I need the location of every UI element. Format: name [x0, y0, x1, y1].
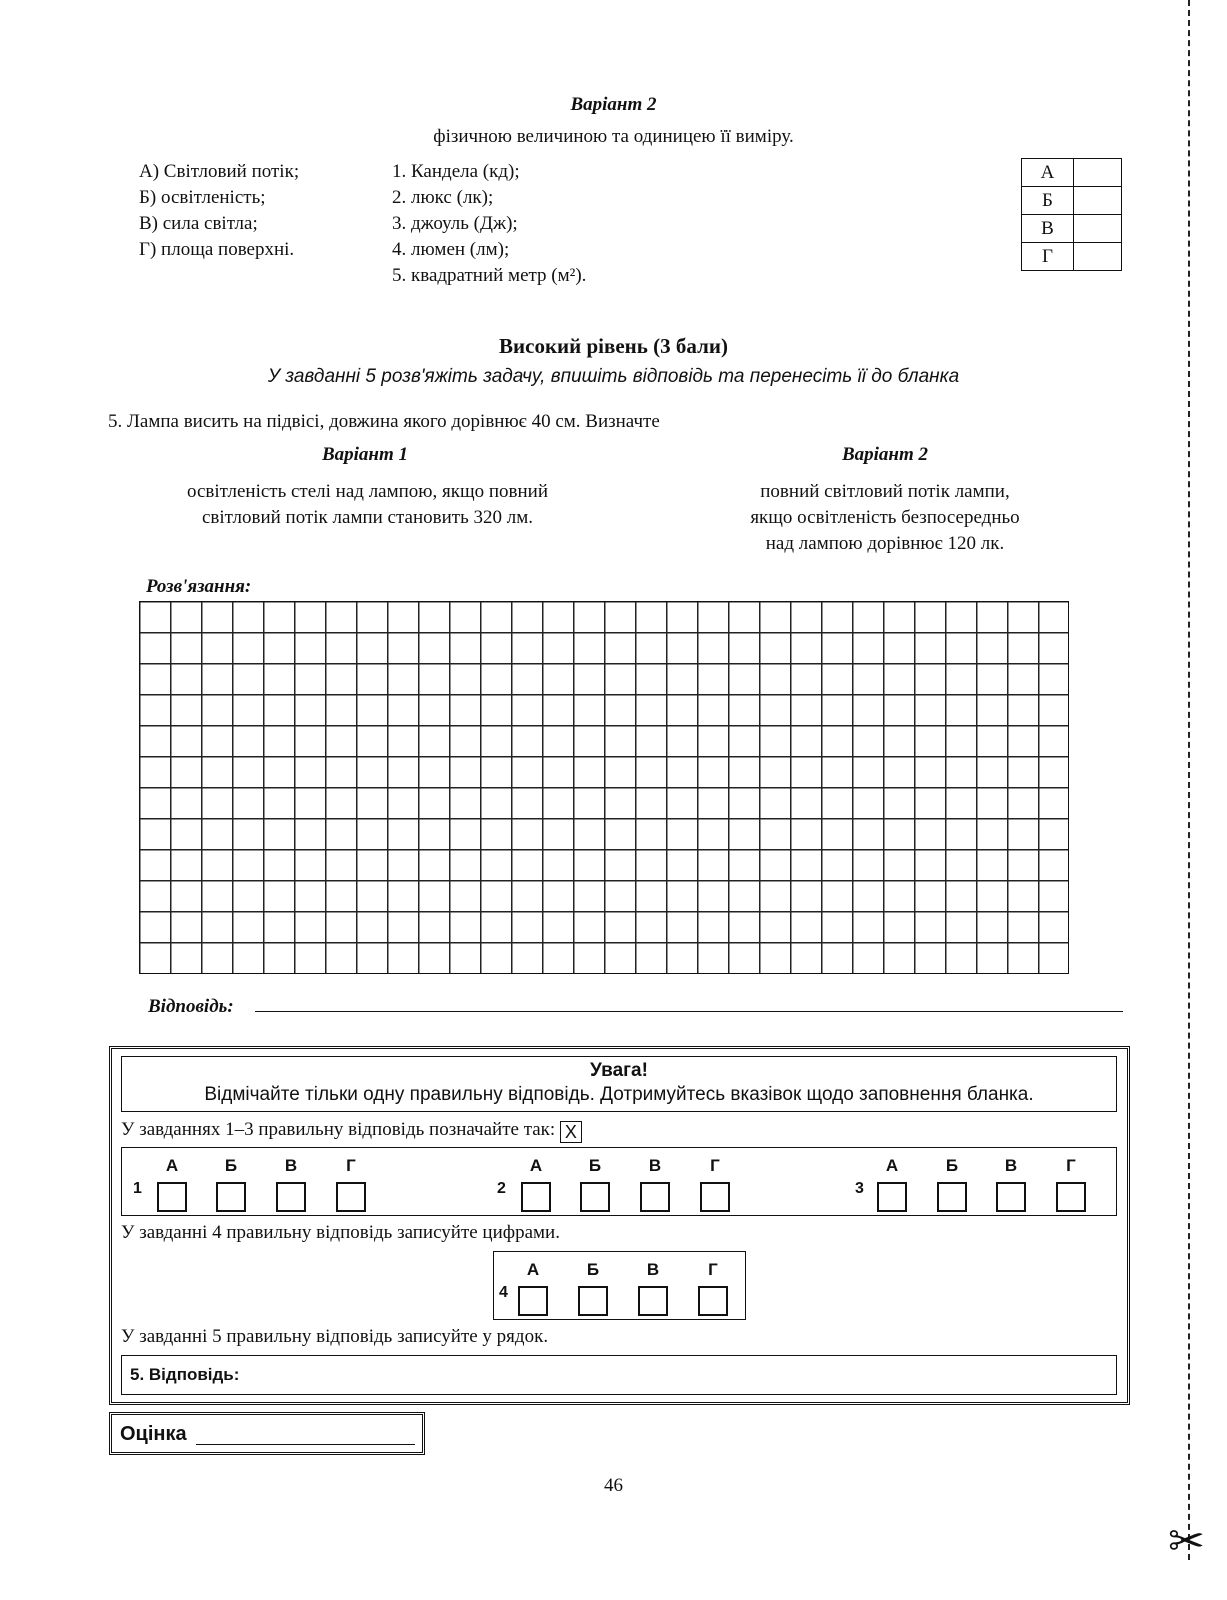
- scissors-icon: ✂: [1168, 1516, 1205, 1567]
- choice-checkbox[interactable]: [877, 1182, 907, 1212]
- solution-label: Розв'язання:: [146, 576, 252, 597]
- variant-2-title: Варіант 2: [570, 94, 657, 115]
- choice-cell: [636, 1260, 670, 1320]
- list-item: 4. люмен (лм);: [392, 239, 510, 260]
- choice-checkbox[interactable]: [157, 1182, 187, 1212]
- choice-cell: [274, 1156, 308, 1216]
- answer-cell[interactable]: [1074, 187, 1122, 215]
- choice-cell: [875, 1156, 909, 1216]
- choice-letter: В: [1004, 1156, 1018, 1175]
- choice-letter: А: [526, 1260, 540, 1279]
- choice-cell: [698, 1156, 732, 1216]
- digit-box[interactable]: [578, 1286, 608, 1316]
- choice-letter: Г: [1066, 1156, 1076, 1175]
- quantities-list: [139, 159, 299, 263]
- task-5-note: У завданні 5 правильну відповідь записуйте у рядок.: [121, 1326, 549, 1347]
- choice-cell: [214, 1156, 248, 1216]
- answer-cell[interactable]: [1074, 215, 1122, 243]
- choice-cell: [576, 1260, 610, 1320]
- tasks-1-3-note-text: У завданнях 1–3 правильну відповідь позначайте так:: [121, 1119, 556, 1140]
- tasks-1-3-note: [121, 1119, 582, 1143]
- list-item: 2. люкс (лк);: [392, 187, 494, 208]
- answer-cell[interactable]: [1074, 159, 1122, 187]
- choice-letter: А: [885, 1156, 899, 1175]
- choice-cell: [519, 1156, 553, 1216]
- choice-checkbox[interactable]: [276, 1182, 306, 1212]
- choice-letter: Б: [945, 1156, 959, 1175]
- choice-checkbox[interactable]: [216, 1182, 246, 1212]
- choice-letter: В: [646, 1260, 660, 1279]
- choice-letter: В: [284, 1156, 298, 1175]
- page-number: 46: [604, 1475, 623, 1496]
- list-item: 3. джоуль (Дж);: [392, 213, 518, 234]
- choice-cell: [696, 1260, 730, 1320]
- choice-cell: [578, 1156, 612, 1216]
- variant-2-line: якщо освітленість безпосередньо: [750, 507, 1020, 528]
- choice-letter: Г: [346, 1156, 356, 1175]
- choice-letter: А: [165, 1156, 179, 1175]
- matching-answer-table: [1021, 158, 1122, 271]
- choice-checkbox[interactable]: [996, 1182, 1026, 1212]
- answer-line[interactable]: [255, 1011, 1123, 1012]
- choice-cell: [516, 1260, 550, 1320]
- choice-cell: [935, 1156, 969, 1216]
- variant-2-title: Варіант 2: [841, 444, 929, 465]
- variant-2-line: над лампою дорівнює 120 лк.: [765, 533, 1005, 554]
- variant-1-line: світловий потік лампи становить 320 лм.: [202, 507, 533, 528]
- grade-label: Оцінка: [120, 1423, 187, 1445]
- choice-checkbox[interactable]: [640, 1182, 670, 1212]
- list-item: Б) освітленість;: [139, 187, 266, 208]
- task-number: 1: [133, 1180, 142, 1197]
- section-instruction: У завданні 5 розв'яжіть задачу, впишіть відповідь та перенесіть її до бланка: [267, 366, 960, 387]
- answer-label: Відповідь:: [148, 996, 234, 1017]
- warning-title: Увага!: [590, 1060, 648, 1081]
- answer-letter: Г: [1022, 243, 1074, 271]
- task-5-text: 5. Лампа висить на підвісі, довжина якого дорівнює 40 см. Визначте: [108, 411, 660, 432]
- list-item: 5. квадратний метр (м²).: [392, 265, 587, 286]
- choice-checkbox[interactable]: [937, 1182, 967, 1212]
- answer-letter: В: [1022, 215, 1074, 243]
- list-item: Г) площа поверхні.: [139, 239, 295, 260]
- tasks-1-3-answer-box: [121, 1147, 1117, 1216]
- task-number: 4: [499, 1284, 508, 1301]
- units-list: [392, 159, 586, 289]
- variant-2-statement: фізичною величиною та одиницею її виміру.: [433, 126, 794, 147]
- choice-checkbox[interactable]: [521, 1182, 551, 1212]
- choice-checkbox[interactable]: [700, 1182, 730, 1212]
- choice-letter: Б: [224, 1156, 238, 1175]
- section-title: Високий рівень (3 бали): [499, 334, 728, 358]
- choice-letter: Г: [710, 1156, 720, 1175]
- task-5-answer-field[interactable]: [121, 1355, 1117, 1395]
- choice-letter: Г: [708, 1260, 718, 1279]
- digit-box[interactable]: [638, 1286, 668, 1316]
- warning-box: [121, 1056, 1117, 1112]
- task-number: 2: [497, 1180, 506, 1197]
- choice-cell: [638, 1156, 672, 1216]
- choice-cell: [155, 1156, 189, 1216]
- choice-checkbox[interactable]: [580, 1182, 610, 1212]
- task-4-note: У завданні 4 правильну відповідь записуйте цифрами.: [121, 1222, 560, 1243]
- choice-cell: [1054, 1156, 1088, 1216]
- choice-letter: В: [648, 1156, 662, 1175]
- choice-letter: Б: [588, 1156, 602, 1175]
- list-item: В) сила світла;: [139, 213, 258, 234]
- answer-cell[interactable]: [1074, 243, 1122, 271]
- digit-box[interactable]: [518, 1286, 548, 1316]
- answer-letter: Б: [1022, 187, 1074, 215]
- choice-cell: [994, 1156, 1028, 1216]
- variant-1-line: освітленість стелі над лампою, якщо повний: [187, 481, 548, 502]
- choice-cell: [334, 1156, 368, 1216]
- list-item: А) Світловий потік;: [139, 161, 300, 182]
- choice-letter: А: [529, 1156, 543, 1175]
- solution-grid[interactable]: [139, 601, 1069, 974]
- grade-line[interactable]: [196, 1444, 415, 1445]
- task-4-answer-box: [493, 1251, 746, 1320]
- digit-box[interactable]: [698, 1286, 728, 1316]
- variant-1-title: Варіант 1: [321, 444, 409, 465]
- answer-letter: А: [1022, 159, 1074, 187]
- choice-checkbox[interactable]: [336, 1182, 366, 1212]
- mark-example-icon: X: [560, 1121, 582, 1143]
- warning-text: Відмічайте тільки одну правильну відповідь. Дотримуйтесь вказівок щодо заповнення бланка.: [204, 1084, 1034, 1105]
- task-5-answer-label: 5. Відповідь:: [130, 1365, 240, 1384]
- grade-box: [109, 1412, 425, 1455]
- list-item: 1. Кандела (кд);: [392, 161, 520, 182]
- choice-checkbox[interactable]: [1056, 1182, 1086, 1212]
- choice-letter: Б: [586, 1260, 600, 1279]
- task-number: 3: [855, 1180, 864, 1197]
- variant-2-line: повний світловий потік лампи,: [760, 481, 1010, 502]
- cut-line: [1188, 0, 1190, 1560]
